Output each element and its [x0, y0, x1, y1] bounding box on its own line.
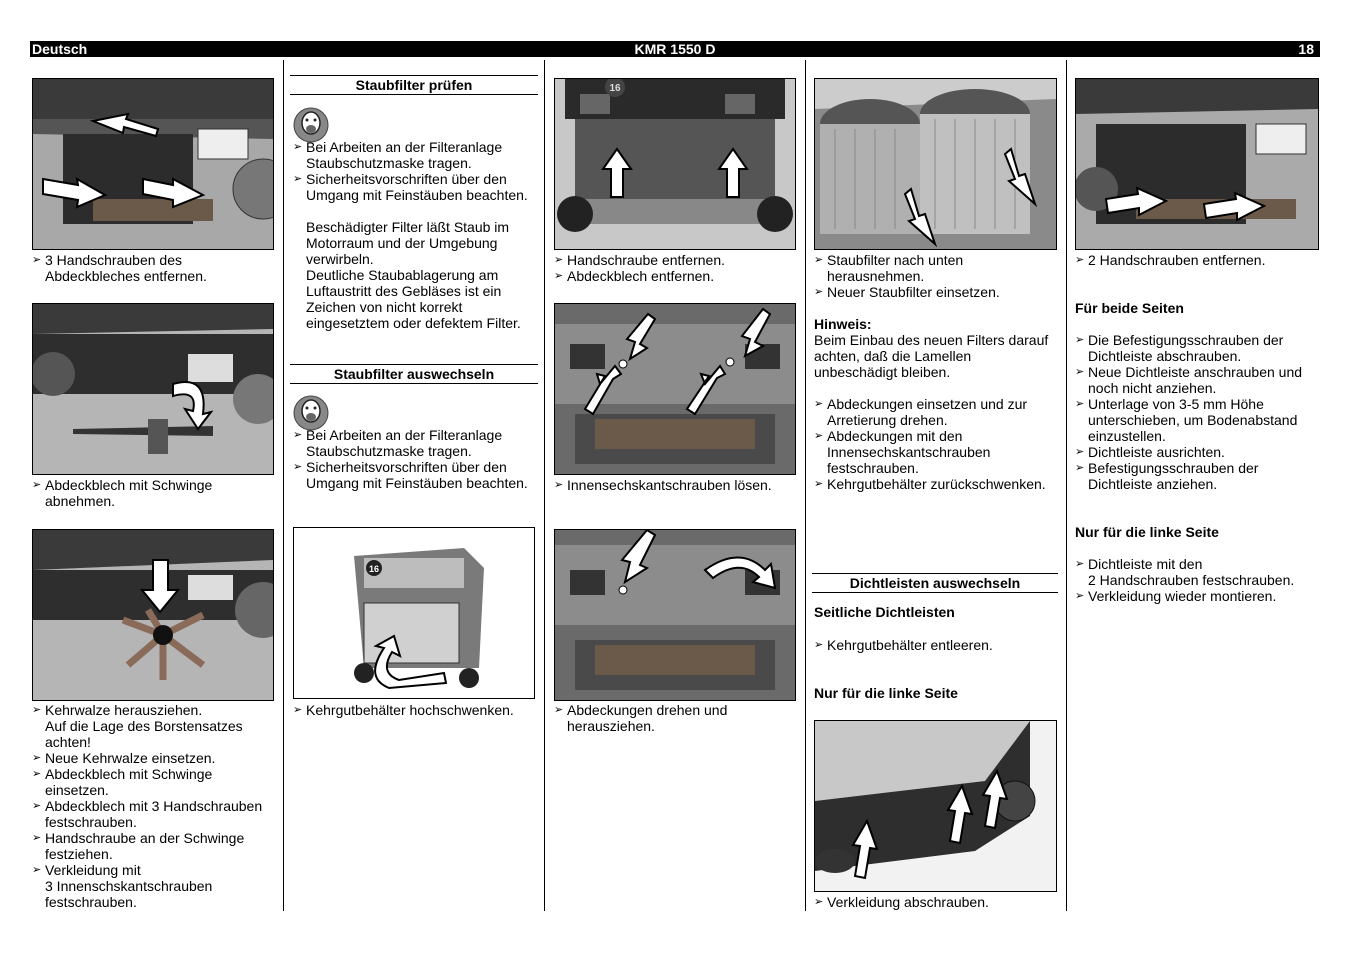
photo-loosen-hex-screws	[554, 303, 796, 475]
note-text: Beim Einbau des neuen Filters darauf achten, daß die Lamellen unbeschädigt bleiben.	[814, 332, 1049, 380]
list-item: ➢ Verkleidung mit 3 Innenschskantschrauben festschrauben.	[32, 862, 277, 910]
caption-remove-cover: ➢ Abdeckblech mit Schwinge abnehmen.	[32, 477, 277, 509]
dust-mask-icon	[293, 395, 329, 431]
model-title: KMR 1550 D	[634, 41, 716, 57]
note-heading: Hinweis:	[814, 316, 872, 332]
step-number-badge: 16	[368, 564, 380, 574]
list-replace-filter	[814, 252, 1062, 300]
photo-cover-plate-screws	[32, 78, 274, 250]
photo-raise-hopper	[293, 527, 535, 699]
list-item: ➢ Neue Dichtleiste anschrauben und noch nicht anziehen.	[1075, 364, 1323, 396]
list-item: ➢ Abdeckungen einsetzen und zur Arretierung drehen.	[814, 396, 1062, 428]
list-reinstall	[814, 396, 1062, 492]
photo-rotate-covers	[554, 529, 796, 701]
paragraph-filter-damage: Beschädigter Filter läßt Staub im Motorraum und der Umgebung verwirbeln. Deutliche Staubablagerung am Luftaustritt des Gebläses ist ein Zeichen von nicht korrekt eingesetztem oder defektem Filter.	[306, 219, 521, 331]
subheading-both-sides: Für beide Seiten	[1075, 300, 1184, 316]
subheading-left-side: Nur für die linke Seite	[1075, 524, 1219, 540]
list-roller-steps	[32, 702, 277, 910]
list-item: ➢ Abdeckblech mit Schwinge einsetzen.	[32, 766, 277, 798]
list-item: ➢ Staubfilter nach unten herausnehmen.	[814, 252, 1062, 284]
list-left-side	[1075, 556, 1323, 604]
list-empty-hopper: ➢ Kehrgutbehälter entleeren.	[814, 637, 1062, 653]
subheading-side-seals: Seitliche Dichtleisten	[814, 604, 955, 620]
section-heading-replace-filter: Staubfilter auswechseln	[290, 364, 538, 384]
caption-rotate-covers: ➢ Abdeckungen drehen und herausziehen.	[554, 702, 802, 734]
language-label: Deutsch	[32, 41, 88, 57]
list-item: ➢ Neue Kehrwalze einsetzen.	[32, 750, 277, 766]
list-filter-safety-1	[293, 139, 541, 203]
caption-remove-two-screws: ➢ 2 Handschrauben entfernen.	[1075, 252, 1323, 268]
subheading-left-side: Nur für die linke Seite	[814, 685, 958, 701]
list-item: ➢ Sicherheitsvorschriften über den Umgang mit Feinstäuben beachten.	[293, 171, 541, 203]
caption-unscrew-panel: ➢ Verkleidung abschrauben.	[814, 894, 1062, 910]
caption-loosen-screws: ➢ Innensechskantschrauben lösen.	[554, 477, 802, 493]
dust-mask-icon	[293, 107, 329, 143]
section-heading-seal-strips: Dichtleisten auswechseln	[812, 573, 1058, 593]
column-divider	[544, 60, 545, 911]
photo-unscrew-panel	[814, 720, 1057, 892]
list-item: ➢ Die Befestigungsschrauben der Dichtleiste abschrauben.	[1075, 332, 1323, 364]
list-item: ➢ Sicherheitsvorschriften über den Umgang mit Feinstäuben beachten.	[293, 459, 541, 491]
caption-remove-screws: ➢ 3 Handschrauben des Abdeckbleches entfernen.	[32, 252, 277, 284]
caption-raise-hopper: ➢ Kehrgutbehälter hochschwenken.	[293, 702, 541, 718]
photo-remove-handscrew	[554, 78, 796, 250]
list-item: ➢ Dichtleiste ausrichten.	[1075, 444, 1323, 460]
list-item: ➢ Handschraube entfernen.	[554, 252, 802, 268]
list-item: ➢ Bei Arbeiten an der Filteranlage Staubschutzmaske tragen.	[293, 139, 541, 171]
list-item: ➢ Unterlage von 3-5 mm Höhe unterschieben, um Bodenabstand einzustellen.	[1075, 396, 1323, 444]
list-item: ➢ Handschraube an der Schwinge festziehen.	[32, 830, 277, 862]
column-divider	[805, 60, 806, 911]
page-number: 18	[1298, 41, 1314, 57]
section-heading-check-filter: Staubfilter prüfen	[290, 75, 538, 95]
list-both-sides	[1075, 332, 1323, 492]
photo-remove-two-screws	[1075, 78, 1319, 250]
photo-pull-sweeping-roller	[32, 529, 274, 701]
list-item: ➢ Verkleidung wieder montieren.	[1075, 588, 1323, 604]
list-item: ➢ Bei Arbeiten an der Filteranlage Staubschutzmaske tragen.	[293, 427, 541, 459]
list-item: ➢ Abdeckblech entfernen.	[554, 268, 802, 284]
page-header-bar	[30, 41, 1320, 57]
list-item: ➢ Abdeckungen mit den Innensechskantschrauben festschrauben.	[814, 428, 1062, 476]
column-divider	[283, 60, 284, 911]
list-item: ➢ Abdeckblech mit 3 Handschrauben festschrauben.	[32, 798, 277, 830]
step-number-badge: 16	[609, 83, 621, 94]
list-filter-safety-2	[293, 427, 541, 491]
list-item: ➢ Neuer Staubfilter einsetzen.	[814, 284, 1062, 300]
list-item: ➢ Dichtleiste mit den 2 Handschrauben festschrauben.	[1075, 556, 1323, 588]
photo-cover-with-swing-arm	[32, 303, 274, 475]
list-item: ➢ Kehrwalze herausziehen. Auf die Lage des Borstensatzes achten!	[32, 702, 277, 750]
list-item: ➢ Kehrgutbehälter zurückschwenken.	[814, 476, 1062, 492]
caption-handscrew	[554, 252, 802, 284]
photo-dust-filters	[814, 78, 1057, 250]
list-item: ➢ Befestigungsschrauben der Dichtleiste anziehen.	[1075, 460, 1323, 492]
column-divider	[1066, 60, 1067, 911]
